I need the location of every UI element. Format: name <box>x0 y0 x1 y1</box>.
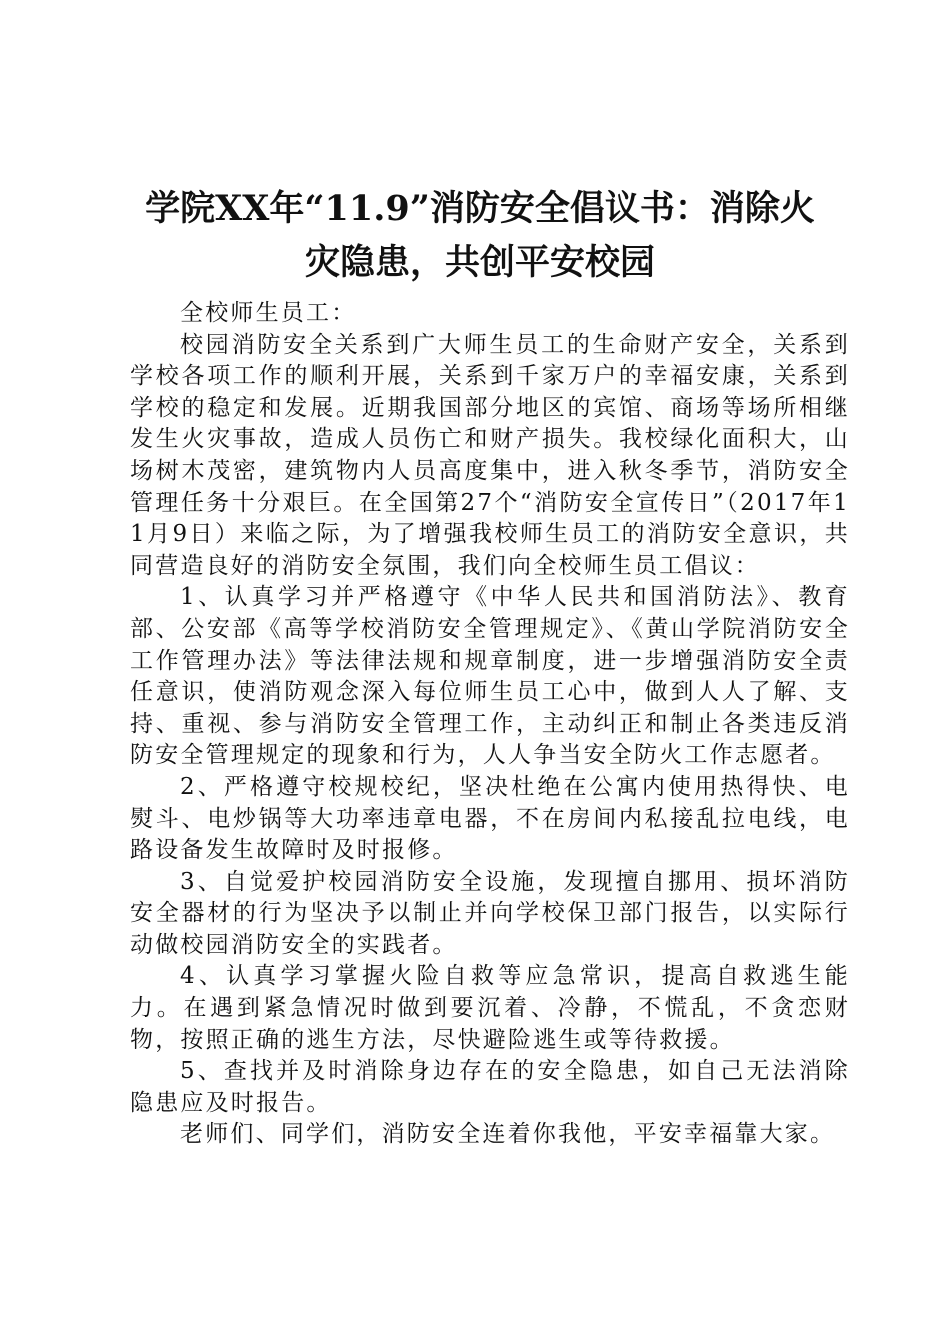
salutation: 全校师生员工： <box>180 300 357 326</box>
paragraph-item-2: 2、严格遵守校规校纪，坚决杜绝在公寓内使用热得快、电熨斗、电炒锅等大功率违章电器，不在房间内私接乱拉电线，电路设备发生故障时及时报修。 <box>130 773 850 864</box>
paragraph-closing: 老师们、同学们，消防安全连着你我他，平安幸福靠大家。 <box>180 1121 836 1148</box>
document-body <box>130 298 850 1151</box>
title-line-2: 灾隐患，共创平安校园 <box>304 242 655 283</box>
paragraph-item-3: 3、自觉爱护校园消防安全设施，发现擅自挪用、损坏消防安全器材的行为坚决予以制止并向学校保卫部门报告，以实际行动做校园消防安全的实践者。 <box>130 868 850 958</box>
paragraph-item-5: 5、查找并及时消除身边存在的安全隐患，如自己无法消除隐患应及时报告。 <box>130 1058 850 1116</box>
document-title <box>100 182 860 290</box>
paragraph-item-1: 1、认真学习并严格遵守《中华人民共和国消防法》、教育部、公安部《高等学校消防安全管理规定》、《黄山学院消防安全工作管理办法》等法律法规和规章制度，进一步增强消防安全责任意识，使消防观念深入每位师生员工心中，做到人人了解、支持、重视、参与消防安全管理工作，主动纠正和制止各类违反消防安全管理规定的现象和行为，人人争当安全防火工作志愿者。 <box>130 584 850 769</box>
paragraph-item-4: 4、认真学习掌握火险自救等应急常识，提高自救逃生能力。在遇到紧急情况时做到要沉着、冷静，不慌乱，不贪恋财物，按照正确的逃生方法，尽快避险逃生或等待救援。 <box>130 963 850 1053</box>
paragraph-intro: 校园消防安全关系到广大师生员工的生命财产安全，关系到学校各项工作的顺利开展，关系到千家万户的幸福安康，关系到学校的稳定和发展。近期我国部分地区的宾馆、商场等场所相继发生火灾事故，造成人员伤亡和财产损失。我校绿化面积大，山场树木茂密，建筑物内人员高度集中，进入秋冬季节，消防安全管理任务十分艰巨。在全国第27个“消防安全宣传日”（2017年11月9日）来临之际，为了增强我校师生员工的消防安全意识，共同营造良好的消防安全氛围，我们向全校师生员工倡议： <box>130 331 850 579</box>
title-line-1: 学院XX年“11.9”消防安全倡议书：消除火 <box>145 188 815 229</box>
